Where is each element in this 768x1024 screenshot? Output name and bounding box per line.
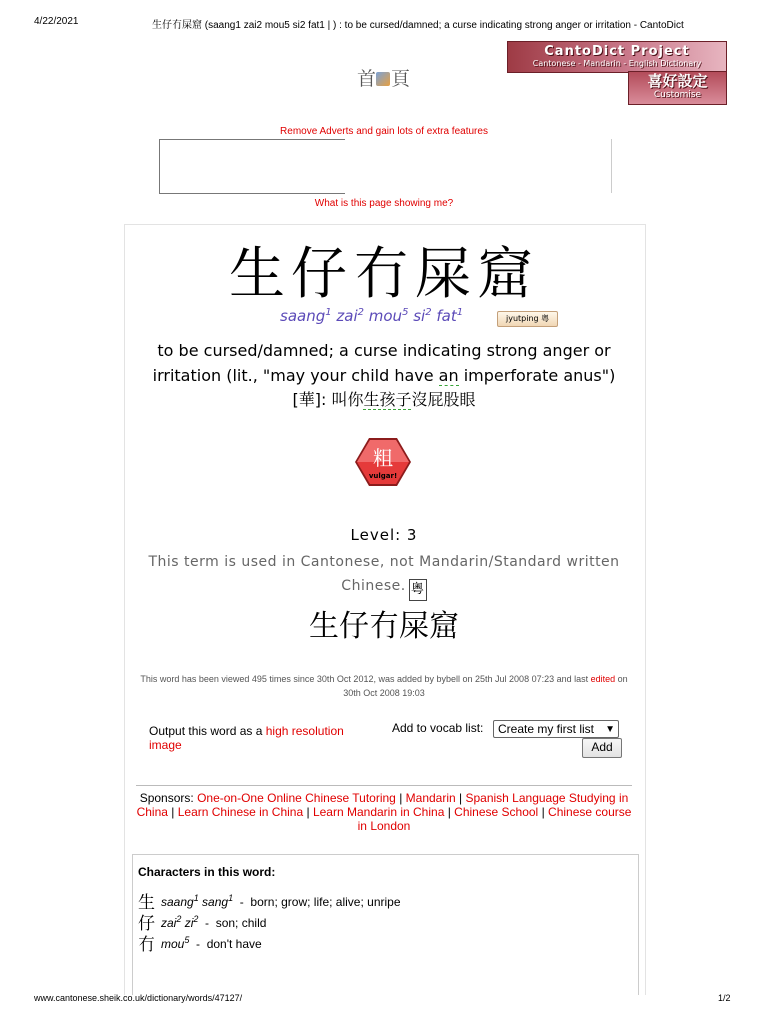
level-indicator: Level: 3 bbox=[350, 526, 418, 544]
vulgar-char: 粗 bbox=[373, 446, 393, 470]
print-page-number: 1/2 bbox=[718, 993, 731, 1003]
output-image-row bbox=[149, 724, 369, 752]
character-link[interactable]: 仔 bbox=[138, 914, 155, 934]
add-vocab-button[interactable]: Add bbox=[582, 738, 622, 758]
character-meaning: - son; child bbox=[198, 916, 267, 930]
what-is-this-row bbox=[0, 198, 768, 209]
sponsor-separator: | bbox=[167, 805, 178, 819]
pron-syllable: mou bbox=[364, 307, 403, 325]
vocab-selected-value: Create my first list bbox=[498, 722, 595, 736]
definition bbox=[124, 338, 644, 388]
pron-syllable: fat bbox=[431, 307, 457, 325]
characters-title: Characters in this word: bbox=[138, 865, 276, 879]
mandarin-label: [華]: bbox=[292, 390, 332, 409]
sponsor-link[interactable]: Chinese School bbox=[454, 805, 539, 819]
pron-tone: 1 bbox=[456, 307, 464, 318]
cantonese-icon: 粵 bbox=[409, 579, 427, 601]
sponsor-link[interactable]: Learn Chinese in China bbox=[177, 805, 304, 819]
pron-tone: 1 bbox=[325, 307, 332, 318]
mandarin-equivalent bbox=[124, 389, 644, 411]
divider bbox=[136, 785, 632, 786]
banner-subtitle: Cantonese - Mandarin - English Dictionary bbox=[532, 59, 702, 68]
sponsor-link[interactable]: Spanish Language Studying in China bbox=[136, 791, 629, 819]
mandarin-dotted-word[interactable]: 生孩子 bbox=[363, 390, 412, 409]
sponsor-separator: | bbox=[395, 791, 406, 805]
pron-tone: 2 bbox=[425, 307, 432, 318]
print-page-title: 生仔冇屎窟 (saang1 zai2 mou5 si2 fat1 | ) : to be cursed/damned; a curse indicating strong anger or irritation - CantoDict bbox=[152, 20, 684, 31]
view-stats bbox=[134, 672, 634, 700]
vocab-list-label: Add to vocab list: bbox=[392, 721, 484, 735]
remove-adverts-link[interactable]: Remove Adverts and gain lots of extra features bbox=[280, 126, 488, 137]
high-res-image-link[interactable]: high resolution image bbox=[149, 724, 344, 752]
character-tone: 1 bbox=[228, 893, 234, 903]
definition-dotted-word[interactable]: an bbox=[438, 366, 459, 385]
print-date: 4/22/2021 bbox=[34, 16, 79, 27]
character-tone: 5 bbox=[184, 935, 190, 945]
definition-text-2: imperforate anus") bbox=[458, 366, 616, 385]
sponsor-link[interactable]: Chinese course in London bbox=[357, 805, 632, 833]
home-label-first: 首 bbox=[357, 68, 376, 90]
home-icon bbox=[376, 72, 390, 86]
pron-syllable: saang bbox=[280, 307, 326, 325]
advert-frame[interactable] bbox=[159, 139, 345, 194]
home-label-second: 頁 bbox=[391, 68, 410, 90]
character-tone: 2 bbox=[176, 914, 182, 924]
print-url: www.cantonese.sheik.co.uk/dictionary/words/47127/ bbox=[34, 993, 243, 1003]
character-jyutping: zai$^2$ $zi^2$ bbox=[161, 914, 199, 930]
character-meaning: - don't have bbox=[189, 937, 262, 951]
sponsor-separator: | bbox=[538, 805, 549, 819]
sponsors-label: Sponsors: bbox=[139, 791, 198, 805]
character-link[interactable]: 生 bbox=[138, 893, 155, 913]
customise-button[interactable] bbox=[628, 71, 727, 105]
vulgar-icon bbox=[354, 437, 412, 487]
vulgar-label: vulgar! bbox=[368, 472, 398, 480]
character-jyutping: saang$^1$ sang$^1$ bbox=[161, 893, 234, 909]
mandarin-text-1: 叫你 bbox=[331, 390, 364, 409]
usage-note-text: This term is used in Cantonese, not Mandarin/Standard written Chinese. bbox=[148, 554, 620, 594]
customise-label-cn: 喜好設定 bbox=[647, 72, 708, 90]
character-tone: 2 bbox=[193, 914, 199, 924]
sponsor-separator: | bbox=[455, 791, 466, 805]
pron-tone: 5 bbox=[402, 307, 409, 318]
banner-title: CantoDict Project bbox=[544, 44, 690, 59]
pron-syllable: si bbox=[408, 307, 426, 325]
character-jyutping: mou$^5$ bbox=[161, 935, 190, 951]
character-link[interactable]: 冇 bbox=[138, 935, 155, 955]
character-meaning: - born; grow; life; alive; unripe bbox=[233, 895, 401, 909]
character-tone: 1 bbox=[193, 893, 199, 903]
jyutping-button[interactable]: jyutping 粵 bbox=[497, 311, 558, 327]
sponsor-link[interactable]: Mandarin bbox=[405, 791, 456, 805]
jyutping-pronunciation bbox=[280, 307, 463, 325]
vocab-list-select[interactable] bbox=[493, 720, 619, 738]
definition-text-1: to be cursed/damned; a curse indicating strong anger or irritation (lit., "may your child have bbox=[152, 341, 611, 385]
sponsors bbox=[136, 791, 632, 833]
headword-large-display: 生仔冇屎窟 bbox=[309, 609, 459, 644]
output-label: Output this word as a bbox=[149, 724, 266, 738]
headword: 生仔冇屎窟 bbox=[229, 242, 539, 307]
edited-link[interactable]: edited bbox=[590, 674, 616, 684]
cantodict-banner[interactable] bbox=[507, 41, 727, 73]
advert-divider bbox=[611, 139, 612, 193]
usage-note bbox=[124, 550, 644, 601]
sponsor-link[interactable]: Learn Mandarin in China bbox=[312, 805, 445, 819]
what-is-this-link[interactable]: What is this page showing me? bbox=[314, 198, 454, 209]
chevron-down-icon: ▼ bbox=[605, 724, 615, 735]
sponsor-separator: | bbox=[444, 805, 455, 819]
mandarin-text-2: 沒屁股眼 bbox=[411, 390, 476, 409]
remove-adverts-row bbox=[0, 126, 768, 137]
pron-tone: 2 bbox=[357, 307, 364, 318]
home-link[interactable] bbox=[357, 64, 409, 91]
sponsor-separator: | bbox=[303, 805, 313, 819]
pron-syllable: zai bbox=[331, 307, 358, 325]
stats-text-2: on 30th Oct 2008 19:03 bbox=[343, 674, 628, 698]
sponsor-link[interactable]: One-on-One Online Chinese Tutoring bbox=[197, 791, 396, 805]
character-row bbox=[138, 930, 262, 955]
customise-label-en: Customise bbox=[653, 90, 702, 100]
stats-text-1: This word has been viewed 495 times since 30th Oct 2012, was added by bybell on 25th Jul 2008 07:23 and last bbox=[140, 674, 591, 684]
